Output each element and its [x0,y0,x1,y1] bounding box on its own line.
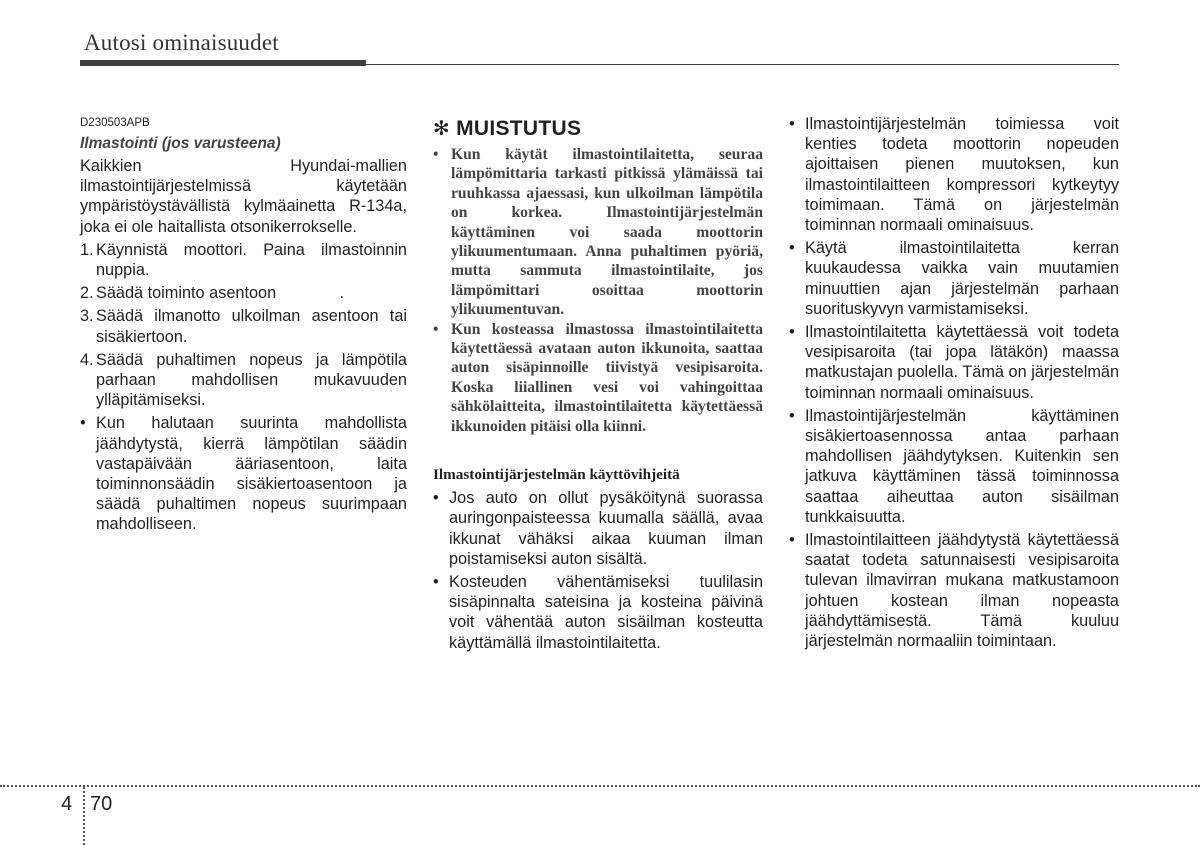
note-item [789,114,1119,235]
column-right [789,114,1119,651]
bullet-dot: • [789,323,795,342]
bullet-dot: • [433,320,439,338]
tip-item [433,572,763,653]
step-item [80,350,407,411]
note-item [789,530,1119,651]
column-left [80,114,407,535]
step-text: Käynnistä moottori. Paina ilmastoinnin nuppia. [96,240,407,280]
section-subtitle: Ilmastointi (jos varusteena) [80,135,281,152]
caution-text: Kun käytät ilmastointilaitetta, seuraa lämpömittaria tarkasti pitkissä ylämäissä tai ruuhkassa ajaessasi, kun ulkoilman lämpötila on korkea. Ilmastointijärjestelmän käyttäminen voi saada moottorin ylikuumentumaan. Anna puhaltimen pyöriä, mutta sammuta ilmastointilaite, jos lämpömittari osoittaa moottorin ylikuumentuvan. [451,146,763,319]
caution-item [433,145,763,320]
chapter-number: 4 [61,793,73,815]
page-number: 70 [90,793,113,815]
column-middle [433,114,763,653]
tip-text: Jos auto on ollut pysäköitynä suorassa auringonpaisteessa kuumalla säällä, avaa ikkunat vähäksi aikaa kuuman ilman poistamiseksi auton sisältä. [449,489,763,568]
step-item [80,240,407,280]
bullet-text: Kun halutaan suurinta mahdollista jäähdytystä, kierrä lämpötilan säädin vastapäivään ääriasentoon, laita toiminnonsäädin sisäkiertoasentoon ja säädä puhaltimen nopeus suurimpaan mahdolliseen. [96,414,407,534]
caution-star-icon: ✻ [433,118,451,140]
header-rule-thin [366,64,1119,65]
header-rule-thick [80,60,366,66]
bullet-dot: • [789,115,795,133]
step-text: Säädä puhaltimen nopeus ja lämpötila parhaan mahdollisen mukavuuden ylläpitämiseksi. [96,350,407,410]
caution-title-text: MUISTUTUS [456,116,582,140]
tips-heading: Ilmastointijärjestelmän käyttövihjeitä [433,466,680,484]
intro-paragraph: Kaikkien Hyundai-mallien ilmastointijärjestelmissä käytetään ympäristöystävällistä kylmäainetta R-134a, joka ei ole haitallista otsonikerrokselle. [80,157,407,236]
steps-list [80,240,407,411]
section-code: D230503APB [80,117,150,129]
tips-list [433,488,763,653]
step-item [80,306,407,346]
bullet-dot: • [789,239,795,258]
step-number: 4. [80,350,94,369]
bullet-dot: • [433,146,439,163]
bullet-dot: • [433,572,439,591]
page-header-title: Autosi ominaisuudet [84,30,279,55]
tip-item [433,488,763,569]
caution-heading [433,116,763,141]
note-item [789,406,1119,527]
step-number: 2. [80,284,94,303]
step-text: Säädä toiminto asentoon . [96,284,344,303]
step-number: 3. [80,307,94,326]
note-text: Ilmastointilaitteen jäähdytystä käytettäessä saatat todeta satunnaisesti vesipisaroita tulevan ilmavirran mukana matkustamoon johtuen kostean ilman nopeasta jäähdyttämisestä. Tämä kuuluu järjestelmän normaaliin toimintaan. [805,531,1119,651]
note-text: Käytä ilmastointilaitetta kerran kuukaudessa vaikka vain muutamien minuuttien ajan järjestelmän parhaan suorituskyvyn varmistamiseksi. [805,239,1119,318]
step-text: Säädä ilmanotto ulkoilman asentoon tai sisäkiertoon. [96,307,407,346]
caution-item [433,320,763,436]
note-text: Ilmastointijärjestelmän toimiessa voit kenties todeta moottorin nopeuden ajoittaisen pienen muutoksen, kun ilmastointilaitteen kompressori kytkeytyy toimimaan. Tämä on järjestelmän toiminnan normaali ominaisuus. [805,115,1119,235]
bullet-dot: • [789,531,795,550]
bullet-dot: • [80,414,86,433]
step-item [80,283,407,303]
footer-dotted-divider [83,787,85,845]
note-item [789,238,1119,319]
max-cooling-list [80,413,407,534]
tip-text: Kosteuden vähentämiseksi tuulilasin sisäpinnalta sateisina ja kosteina päivinä voit vähentää auton sisäilman kosteutta käyttämällä ilmastointilaitetta. [449,572,763,652]
footer-dotted-rule [0,785,1200,787]
note-text: Ilmastointilaitetta käytettäessä voit todeta vesipisaroita (tai jopa lätäkön) maassa matkustajan puolella. Tämä on järjestelmän toiminnan normaali ominaisuus. [805,323,1119,402]
note-item [789,322,1119,403]
bullet-dot: • [433,489,439,508]
list-item [80,413,407,534]
notes-list [789,114,1119,651]
step-number: 1. [80,240,94,259]
caution-list [433,145,763,436]
caution-text: Kun kosteassa ilmastossa ilmastointilaitetta käytettäessä avataan auton ikkunoita, saattaa auton sisäpinnoille tiivistyä vesipisaroita. Koska liiallinen vesi voi vahingoittaa sähkölaitteita, ilmastointilaitetta käytettäessä ikkunoiden pitäisi olla kiinni. [451,320,763,435]
bullet-dot: • [789,406,795,425]
note-text: Ilmastointijärjestelmän käyttäminen sisäkiertoasennossa antaa parhaan mahdollisen jäähdytyksen. Kuitenkin sen jatkuva käyttäminen tässä toiminnossa saattaa aiheuttaa auton sisäilman tunkkaisuutta. [805,406,1119,526]
